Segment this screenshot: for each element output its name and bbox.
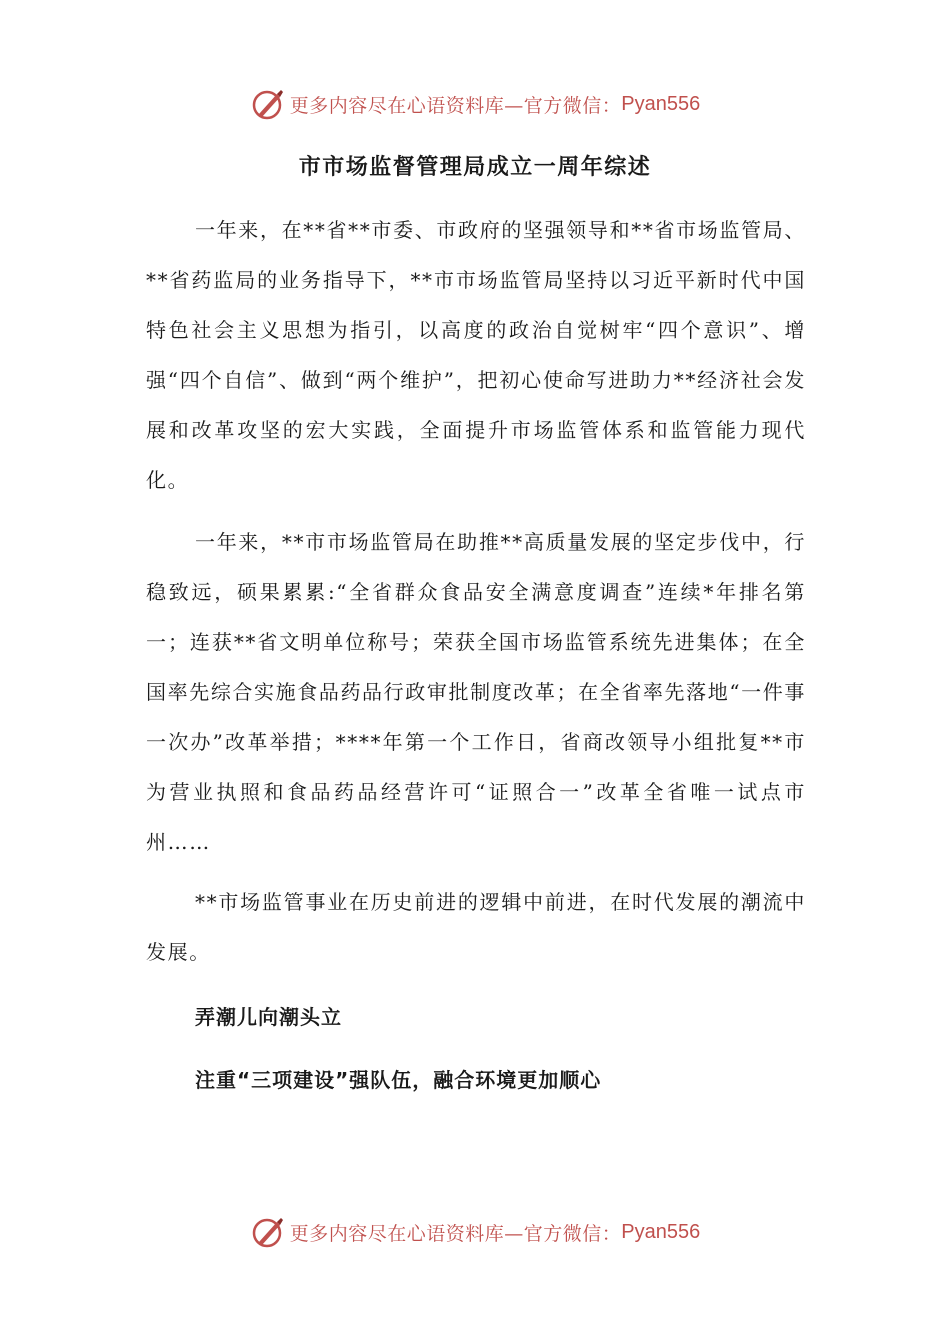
document-title: 市市场监督管理局成立一周年综述 (298, 155, 652, 180)
watermark-text: 更多内容尽在心语资料库—官方微信： (289, 1222, 622, 1245)
pen-logo-icon (250, 86, 286, 122)
paragraph-3: **市场监管事业在历史前进的逻辑中前进，在时代发展的潮流中发展。 (146, 890, 806, 964)
paragraph-1: 一年来，在**省**市委、市政府的坚强领导和**省市场监管局、**省药监局的业务指导下，**市市场监管局坚持以习近平新时代中国特色社会主义思想为指引，以高度的政治自觉树牢“四个意识”、增强“四个自信”、做到“两个维护”，把初心使命写进助力**经济社会发展和改革攻坚的宏大实践，全面提升市场监管体系和监管能力现代化。 (146, 218, 806, 492)
paragraph-2: 一年来，**市市场监管局在助推**高质量发展的坚定步伐中，行稳致远，硕果累累:“全省群众食品安全满意度调查”连续*年排名第一；连获**省文明单位称号；荣获全国市场监管系统先进集体；在全国率先综合实施食品药品行政审批制度改革；在全省率先落地“一件事一次办”改革举措；****年第一个工作日，省商改领导小组批复**市为营业执照和食品药品经营许可“证照合一”改革全省唯一试点市州…… (146, 530, 806, 854)
watermark-wechat-id: Pyan556 (621, 1220, 701, 1243)
watermark-banner-bottom (0, 1212, 950, 1252)
watermark-text: 更多内容尽在心语资料库—官方微信： (289, 94, 622, 117)
section-heading-1: 弄潮儿向潮头立 (195, 1005, 342, 1029)
watermark-wechat-id: Pyan556 (621, 92, 701, 115)
watermark-banner-top (0, 84, 950, 124)
pen-logo-icon (250, 1214, 286, 1250)
section-heading-2: 注重“三项建设”强队伍，融合环境更加顺心 (195, 1068, 602, 1092)
